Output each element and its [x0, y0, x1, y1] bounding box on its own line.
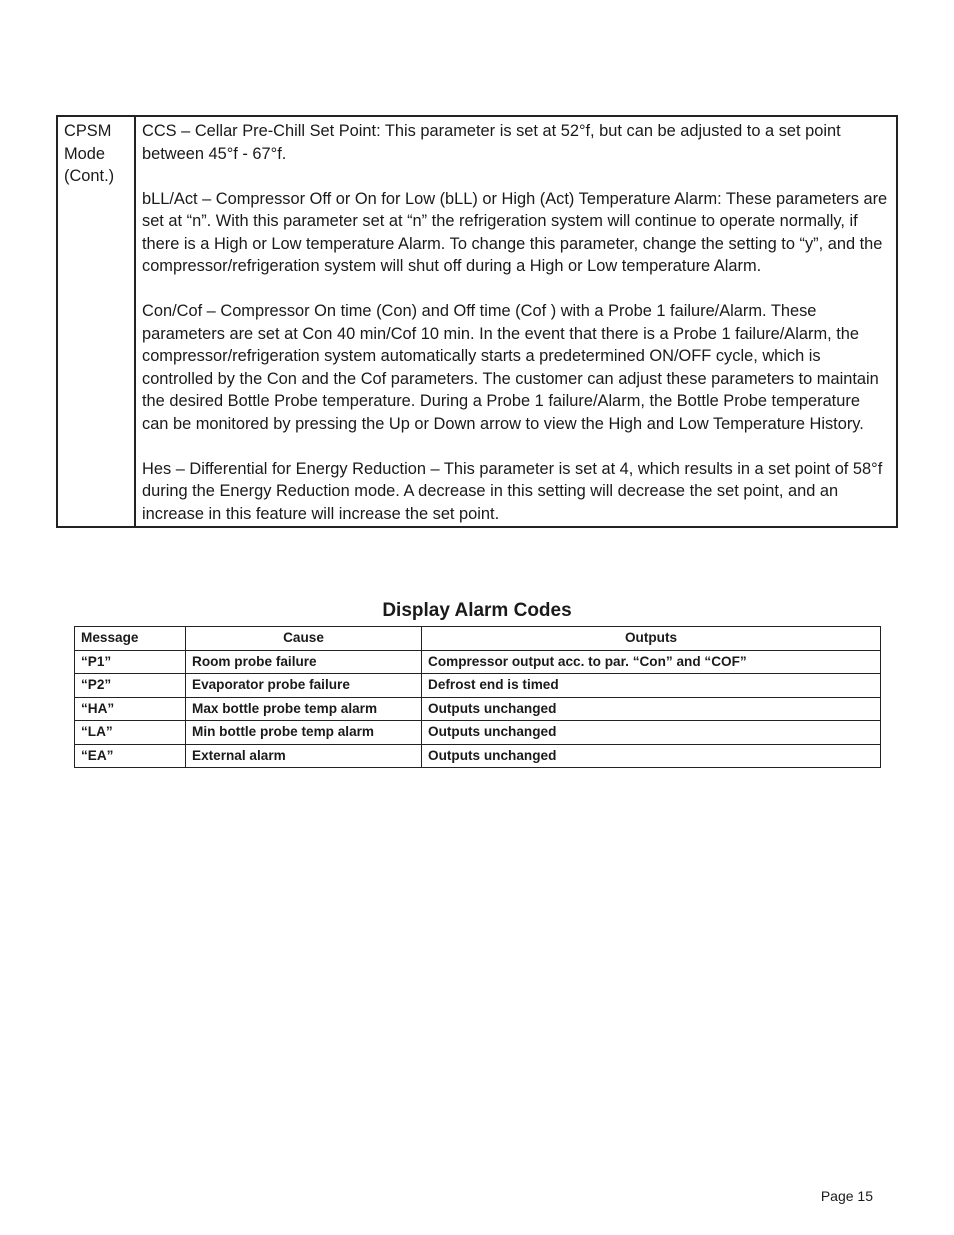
con-cof-paragraph: Con/Cof – Compressor On time (Con) and Off time (Cof ) with a Probe 1 failure/Alarm. These parameters are set at Con 40 min/Cof 10 min. In the event that there is a Probe 1 failure/Alarm, the compressor/refrigeration system automatically starts a predetermined ON/OFF cycle, which is controlled by the Con and the Cof parameters. The customer can adjust these parameters to maintain the desired Bottle Probe temperature. During a Probe 1 failure/Alarm, the Bottle Probe temperature can be monitored by pressing the Up or Down arrow to view the High and Low Temperature History.: [142, 302, 879, 433]
table-header-row: [75, 627, 881, 651]
message-cell: “P1”: [75, 650, 186, 674]
ccs-paragraph: CCS – Cellar Pre-Chill Set Point: This parameter is set at 52°f, but can be adjusted to a set point between 45°f - 67°f.: [142, 122, 841, 163]
hes-paragraph: Hes – Differential for Energy Reduction – This parameter is set at 4, which results in a set point of 58°f during the Energy Reduction mode. A decrease in this setting will decrease the set point, and an increase in this feature will increase the set point.: [142, 459, 883, 523]
cause-cell: Evaporator probe failure: [186, 674, 422, 698]
page-number: Page 15: [820, 1188, 873, 1204]
table-row: [75, 721, 881, 745]
outputs-cell: Outputs unchanged: [422, 744, 881, 768]
mode-label-cell: [57, 116, 135, 527]
message-cell: “HA”: [75, 697, 186, 721]
table-row: [75, 650, 881, 674]
cause-cell: External alarm: [186, 744, 422, 768]
message-cell: “P2”: [75, 674, 186, 698]
outputs-cell: Outputs unchanged: [422, 697, 881, 721]
header-message: Message: [75, 627, 186, 651]
outputs-cell: Defrost end is timed: [422, 674, 881, 698]
mode-label: CPSM Mode (Cont.): [64, 122, 115, 185]
header-outputs: Outputs: [422, 627, 881, 651]
parameter-table: [56, 115, 898, 528]
outputs-cell: Outputs unchanged: [422, 721, 881, 745]
message-cell: “EA”: [75, 744, 186, 768]
outputs-cell: Compressor output acc. to par. “Con” and “COF”: [422, 650, 881, 674]
alarm-codes-table: [74, 626, 881, 768]
header-cause: Cause: [186, 627, 422, 651]
parameter-description-cell: [135, 116, 897, 527]
table-row: [75, 697, 881, 721]
bll-act-paragraph: bLL/Act – Compressor Off or On for Low (bLL) or High (Act) Temperature Alarm: These parameters are set at “n”. With this parameter set at “n” the refrigeration system will continue to operate normally, if there is a High or Low temperature Alarm. To change this parameter, change the setting to “y”, and the compressor/refrigeration system will shut off during a High or Low temperature Alarm.: [142, 189, 888, 275]
table-row: [75, 744, 881, 768]
parameter-row: [57, 116, 897, 527]
message-cell: “LA”: [75, 721, 186, 745]
table-row: [75, 674, 881, 698]
cause-cell: Max bottle probe temp alarm: [186, 697, 422, 721]
cause-cell: Min bottle probe temp alarm: [186, 721, 422, 745]
section-title: Display Alarm Codes: [382, 600, 572, 621]
cause-cell: Room probe failure: [186, 650, 422, 674]
